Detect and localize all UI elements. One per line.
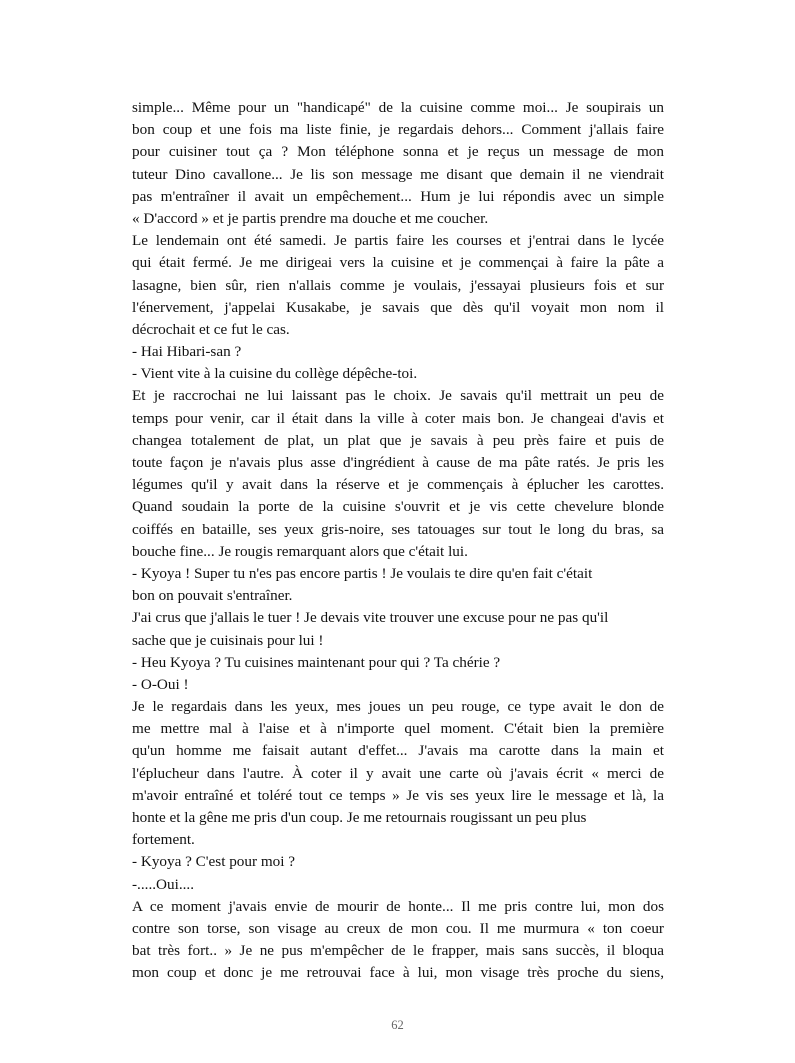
text-line: tuteur Dino cavallone... Je lis son message me disant que demain il ne viendrait: [132, 165, 664, 183]
text-line: bat très fort.. » Je ne pus m'empêcher de le frapper, mais sans succès, il bloqua: [132, 942, 664, 960]
text-line: lasagne, bien sûr, rien n'allais comme je voulais, j'essayai plusieurs fois et sur: [132, 276, 664, 294]
page-number: 62: [391, 1018, 404, 1032]
text-line: qu'un homme me faisait autant d'effet... J'avais ma carotte dans la main et: [132, 742, 664, 760]
text-line: - Vient vite à la cuisine du collège dépêche-toi.: [132, 365, 418, 383]
text-line: - Kyoya ? C'est pour moi ?: [132, 853, 296, 871]
text-line: me mettre mal à l'aise et à n'importe quel moment. C'était bien la première: [132, 720, 664, 738]
text-line: simple... Même pour un "handicapé" de la cuisine comme moi... Je soupirais un: [132, 99, 664, 116]
text-line: légumes qu'il y avait dans la réserve et je commençais à éplucher les carottes.: [132, 476, 664, 494]
text-line: Le lendemain ont été samedi. Je partis faire les courses et j'entrai dans le lycée: [132, 232, 664, 250]
text-line: - O-Oui !: [132, 675, 189, 693]
text-line: bon coup et une fois ma liste finie, je regardais dehors... Comment j'allais faire: [132, 121, 664, 139]
text-line: toute façon je n'avais plus asse d'ingrédient à cause de ma pâte ratés. Je pris les: [132, 454, 664, 471]
text-line: - Hai Hibari-san ?: [132, 343, 242, 361]
text-line: « D'accord » et je partis prendre ma douche et me coucher.: [132, 209, 489, 227]
text-line: coiffés en bataille, ses yeux gris-noire, ses tatouages sur tout le long du bras, sa: [132, 520, 664, 538]
text-line: bon on pouvait s'entraîner.: [132, 587, 293, 605]
text-line: Et je raccrochai ne lui laissant pas le choix. Je savais qu'il mettrait un peu de: [132, 387, 664, 405]
text-line: sache que je cuisinais pour lui !: [132, 631, 324, 649]
text-line: -.....Oui....: [132, 875, 195, 893]
text-line: fortement.: [132, 831, 195, 849]
text-line: changea totalement de plat, un plat que je savais à peu près faire et puis de: [132, 431, 664, 449]
text-line: A ce moment j'avais envie de mourir de honte... Il me pris contre lui, mon dos: [132, 897, 664, 915]
text-line: bouche fine... Je rougis remarquant alors que c'était lui.: [132, 542, 468, 560]
text-line: décrochait et ce fut le cas.: [132, 320, 290, 338]
text-line: honte et la gêne me pris d'un coup. Je me retournais rougissant un peu plus: [132, 809, 587, 826]
text-line: contre son torse, son visage au creux de mon cou. Il me murmura « ton coeur: [132, 919, 664, 937]
text-line: l'énervement, j'appelai Kusakabe, je savais que dès qu'il voyait mon nom il: [132, 298, 664, 316]
text-line: pas m'entraîner il avait un empêchement... Hum je lui répondis avec un simple: [132, 187, 664, 205]
text-line: temps pour venir, car il était dans la ville à coter mais bon. Je changeai d'avis et: [132, 409, 664, 427]
page-body: [132, 97, 664, 985]
text-line: Je le regardais dans les yeux, mes joues un peu rouge, ce type avait le don de: [132, 698, 664, 716]
text-line: l'éplucheur dans l'autre. À coter il y avait une carte où j'avais écrit « merci de: [132, 764, 664, 782]
text-line: - Heu Kyoya ? Tu cuisines maintenant pour qui ? Ta chérie ?: [132, 653, 501, 671]
text-line: Quand soudain la porte de la cuisine s'ouvrit et je vis cette chevelure blonde: [132, 498, 664, 516]
text-line: qui était fermé. Je me dirigeai vers la cuisine et je commençai à faire la pâte a: [132, 254, 664, 272]
text-line: J'ai crus que j'allais le tuer ! Je devais vite trouver une excuse pour ne pas qu'il: [132, 609, 609, 627]
text-line: pour cuisiner tout ça ? Mon téléphone sonna et je reçus un message de mon: [132, 143, 664, 161]
text-line: mon coup et donc je me retrouvai face à lui, mon visage très proche du siens,: [132, 964, 664, 982]
text-line: m'avoir entraîné et toléré tout ce temps » Je vis ses yeux lire le message et là, la: [132, 786, 664, 804]
text-line: - Kyoya ! Super tu n'es pas encore partis ! Je voulais te dire qu'en fait c'était: [132, 564, 593, 582]
